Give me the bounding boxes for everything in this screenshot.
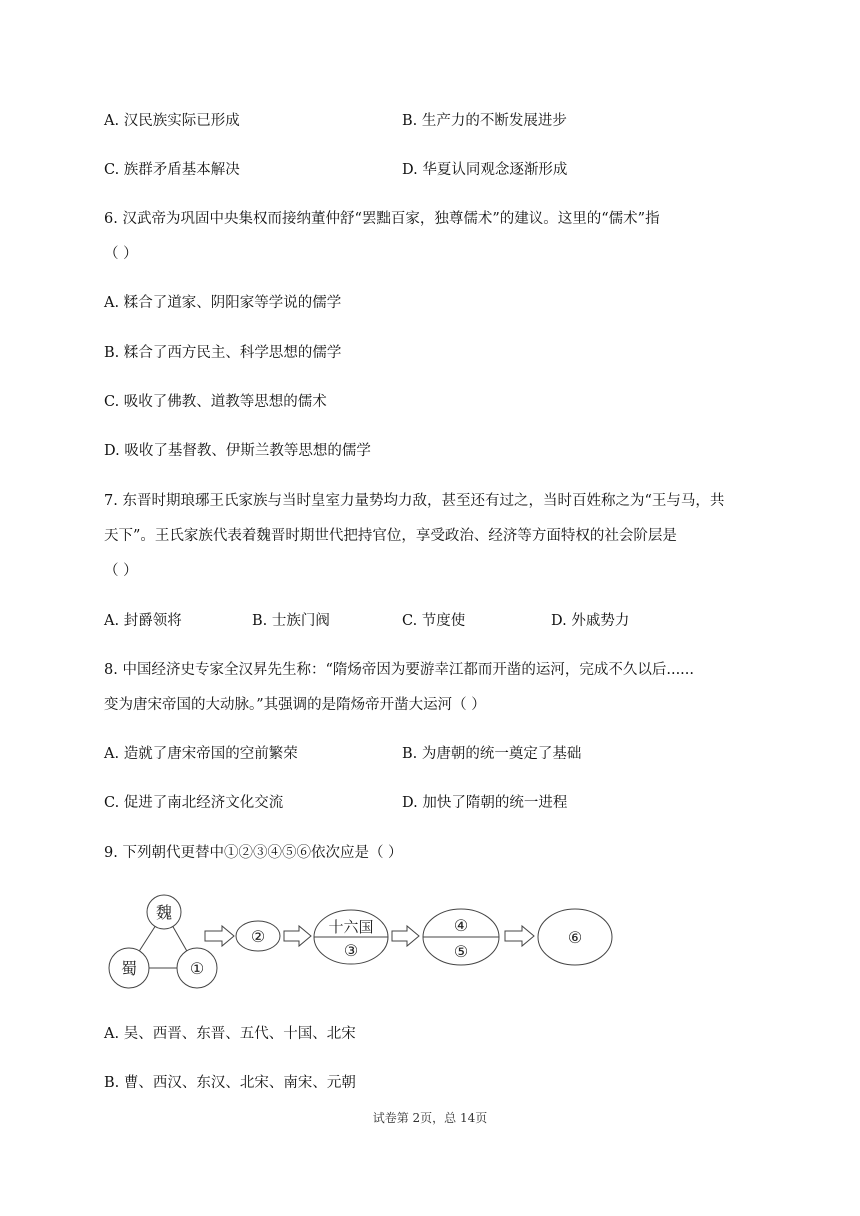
c2-label: ②: [250, 927, 266, 946]
q8-stem-line1: 8. 中国经济史专家全汉昇先生称：“隋炀帝因为要游幸江都而开凿的运河，完成不久以后......: [104, 662, 695, 678]
q6-stem-line1: 6. 汉武帝为巩固中央集权而接纳董仲舒“罢黜百家，独尊儒术”的建议。这里的“儒术”指: [104, 211, 660, 227]
q7-option-b: B. 士族门阀: [252, 613, 330, 629]
arrow-4: [505, 926, 534, 946]
q5-option-d: D. 华夏认同观念逐渐形成: [402, 162, 568, 178]
wei-label: 魏: [155, 903, 173, 922]
arrow-1: [205, 926, 234, 946]
q6-option-d: D. 吸收了基督教、伊斯兰教等思想的儒学: [104, 443, 371, 459]
q7-option-a: A. 封爵领将: [104, 613, 182, 629]
q5-option-b: B. 生产力的不断发展进步: [402, 113, 567, 129]
q5-option-a: A. 汉民族实际已形成: [104, 113, 240, 129]
q5-option-c: C. 族群矛盾基本解决: [104, 162, 240, 178]
q7-stem-line2: 天下”。王氏家族代表着魏晋时期世代把持官位，享受政治、经济等方面特权的社会阶层是: [104, 528, 677, 544]
q9-stem: 9. 下列朝代更替中①②③④⑤⑥依次应是（ ）: [104, 845, 403, 861]
q6-option-a: A. 糅合了道家、阴阳家等学说的儒学: [104, 295, 342, 311]
arrow-2: [284, 926, 311, 946]
triangle-edge-wei-shu: [138, 925, 156, 953]
q7-stem-line3: （ ）: [104, 563, 138, 579]
c4-label: ④: [453, 916, 469, 935]
q8-stem-line2: 变为唐宋帝国的大动脉。”其强调的是隋炀帝开凿大运河（ ）: [104, 697, 486, 713]
q6-option-b: B. 糅合了西方民主、科学思想的儒学: [104, 345, 342, 361]
q8-option-d: D. 加快了隋朝的统一进程: [402, 795, 568, 811]
c1-label: ①: [189, 959, 205, 978]
shiliuguo-label: 十六国: [328, 918, 374, 936]
arrow-3: [392, 926, 419, 946]
dynasty-diagram: [100, 890, 620, 990]
triangle-edge-wei-c1: [172, 925, 188, 953]
q8-option-a: A. 造就了唐宋帝国的空前繁荣: [104, 746, 298, 762]
q7-option-c: C. 节度使: [402, 613, 466, 629]
q6-stem-line2: （ ）: [104, 246, 138, 262]
shu-label: 蜀: [120, 959, 138, 978]
c5-label: ⑤: [453, 942, 469, 961]
q9-option-b: B. 曹、西汉、东汉、北宋、南宋、元朝: [104, 1075, 356, 1091]
page-footer: 试卷第 2页，总 14页: [372, 1111, 488, 1125]
q9-option-a: A. 吴、西晋、东晋、五代、十国、北宋: [104, 1026, 356, 1042]
q6-option-c: C. 吸收了佛教、道教等思想的儒术: [104, 394, 327, 410]
q8-option-c: C. 促进了南北经济文化交流: [104, 795, 284, 811]
c3-label: ③: [343, 941, 359, 960]
q7-stem-line1: 7. 东晋时期琅琊王氏家族与当时皇室力量势均力敌，甚至还有过之，当时百姓称之为“王与马，共: [104, 493, 725, 509]
q7-option-d: D. 外戚势力: [551, 613, 630, 629]
c6-label: ⑥: [567, 928, 583, 947]
q8-option-b: B. 为唐朝的统一奠定了基础: [402, 746, 582, 762]
